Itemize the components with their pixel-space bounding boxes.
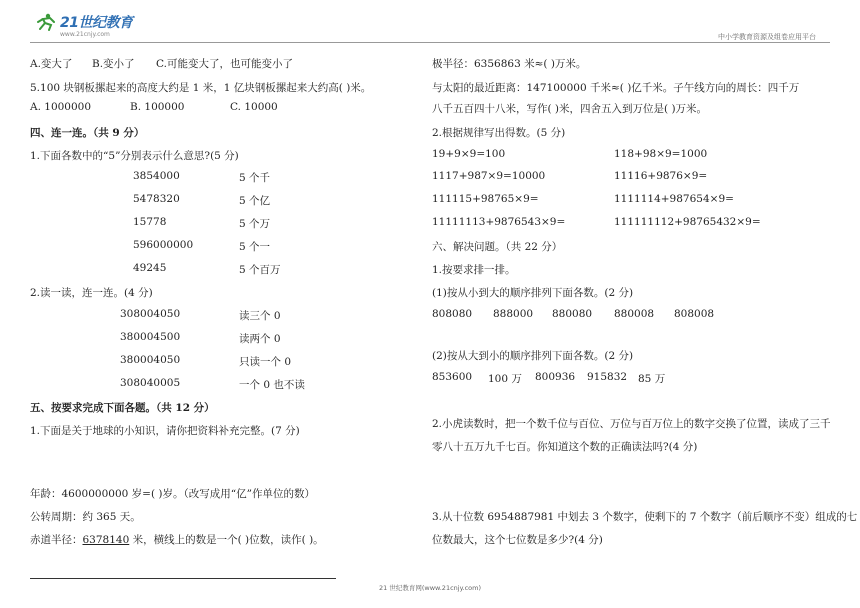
reading-item: 一个 0 也不读: [239, 379, 305, 391]
number-item: 380004050: [120, 354, 181, 366]
meaning-item: 5 个一: [239, 241, 271, 253]
equation-item: 1117+987×9=10000: [432, 170, 546, 182]
number-item: 808080: [432, 308, 473, 320]
number-item: 380004500: [120, 331, 181, 343]
page-header: [0, 0, 860, 44]
number-item: 85 万: [638, 373, 666, 385]
number-item: 800936: [535, 371, 576, 383]
number-item: 100 万: [488, 373, 522, 385]
option-c: C. 10000: [230, 101, 278, 113]
equation-item: 19+9×9=100: [432, 148, 506, 160]
s5-question-1: 1.下面是关于地球的小知识，请你把资料补充完整。(7 分): [30, 425, 300, 437]
header-divider: [30, 42, 830, 43]
equation-item: 111115+98765×9=: [432, 193, 539, 205]
logo: [36, 12, 132, 32]
sun-distance-line-2: 八千五百四十八米，写作( )米，四舍五入到万位是( )万米。: [432, 103, 708, 115]
number-item: 888000: [493, 308, 534, 320]
number-item: 15778: [133, 216, 167, 228]
logo-url: www.21cnjy.com: [60, 31, 110, 38]
radius-label: 赤道半径：: [30, 534, 83, 546]
s4-question-1: 1.下面各数中的“5”分别表示什么意思?(5 分): [30, 150, 239, 162]
s6-question-3-line-2: 位数最大，这个七位数是多少?(4 分): [432, 534, 603, 546]
equator-radius: [30, 532, 324, 547]
radius-question: 米，横线上的数是一个( )位数，读作( )。: [129, 534, 324, 546]
option-b: B. 100000: [130, 101, 185, 113]
s5-question-2: 2.根据规律写出得数。(5 分): [432, 127, 566, 139]
equation-item: 11116+9876×9=: [614, 170, 708, 182]
footer-text: 21 世纪教育网(www.21cnjy.com): [379, 584, 481, 592]
meaning-item: 5 个亿: [239, 195, 271, 207]
number-item: 308040005: [120, 377, 181, 389]
footer-divider: [30, 578, 336, 579]
earth-age: 年龄：4600000000 岁=( )岁。（改写成用“亿”作单位的数）: [30, 488, 315, 500]
logo-text: 21世纪教育: [60, 15, 133, 31]
number-item: 853600: [432, 371, 473, 383]
reading-item: 只读一个 0: [239, 356, 292, 368]
equation-item: 111111112+98765432×9=: [614, 216, 761, 228]
equation-item: 118+98×9=1000: [614, 148, 708, 160]
meaning-item: 5 个千: [239, 172, 271, 184]
number-item: 808008: [674, 308, 715, 320]
option-c: C.可能变大了，也可能变小了: [156, 58, 293, 70]
reading-item: 读两个 0: [239, 333, 281, 345]
s6-question-3-line-1: 3.从十位数 6954887981 中划去 3 个数字，使剩下的 7 个数字（前后顺序不变）组成的七: [432, 511, 858, 523]
number-item: 3854000: [133, 170, 180, 182]
number-item: 596000000: [133, 239, 194, 251]
s6-question-2-line-1: 2.小虎读数时，把一个数千位与百位、万位与百万位上的数字交换了位置，读成了三千: [432, 418, 831, 430]
number-item: 49245: [133, 262, 167, 274]
section-6-title: 六、解决问题。（共 22 分）: [432, 241, 563, 253]
option-b: B.变小了: [92, 58, 135, 70]
s6-question-1: 1.按要求排一排。: [432, 264, 516, 276]
option-a: A.变大了: [30, 58, 73, 70]
number-item: 5478320: [133, 193, 180, 205]
platform-name: 中小学教育资源及组卷应用平台: [718, 33, 816, 41]
meaning-item: 5 个万: [239, 218, 271, 230]
s6-question-1b: (2)按从大到小的顺序排列下面各数。(2 分): [432, 350, 634, 362]
reading-item: 读三个 0: [239, 310, 281, 322]
polar-radius: 极半径：6356863 米≈( )万米。: [432, 58, 587, 70]
number-item: 880080: [552, 308, 593, 320]
radius-number: 6378140: [82, 534, 130, 546]
number-item: 308004050: [120, 308, 181, 320]
question-5: 5.100 块钢板摞起来的高度大约是 1 米，1 亿块钢板摞起来大约高( )米。: [30, 82, 372, 94]
orbit-period: 公转周期：约 365 天。: [30, 511, 141, 523]
section-4-title: 四、连一连。（共 9 分）: [30, 127, 145, 139]
number-item: 880008: [614, 308, 655, 320]
equation-item: 11111113+9876543×9=: [432, 216, 566, 228]
number-item: 915832: [587, 371, 628, 383]
meaning-item: 5 个百万: [239, 264, 281, 276]
section-5-title: 五、按要求完成下面各题。（共 12 分）: [30, 402, 215, 414]
sun-distance-line-1: 与太阳的最近距离：147100000 千米≈( )亿千米。子午线方向的周长：四千万: [432, 82, 800, 94]
s6-question-2-line-2: 零八十五万九千七百。你知道这个数的正确读法吗?(4 分): [432, 441, 698, 453]
option-a: A. 1000000: [30, 101, 92, 113]
runner-logo-icon: [36, 13, 58, 31]
s6-question-1a: (1)按从小到大的顺序排列下面各数。(2 分): [432, 287, 634, 299]
equation-item: 1111114+987654×9=: [614, 193, 734, 205]
s4-question-2: 2.读一读，连一连。(4 分): [30, 287, 153, 299]
